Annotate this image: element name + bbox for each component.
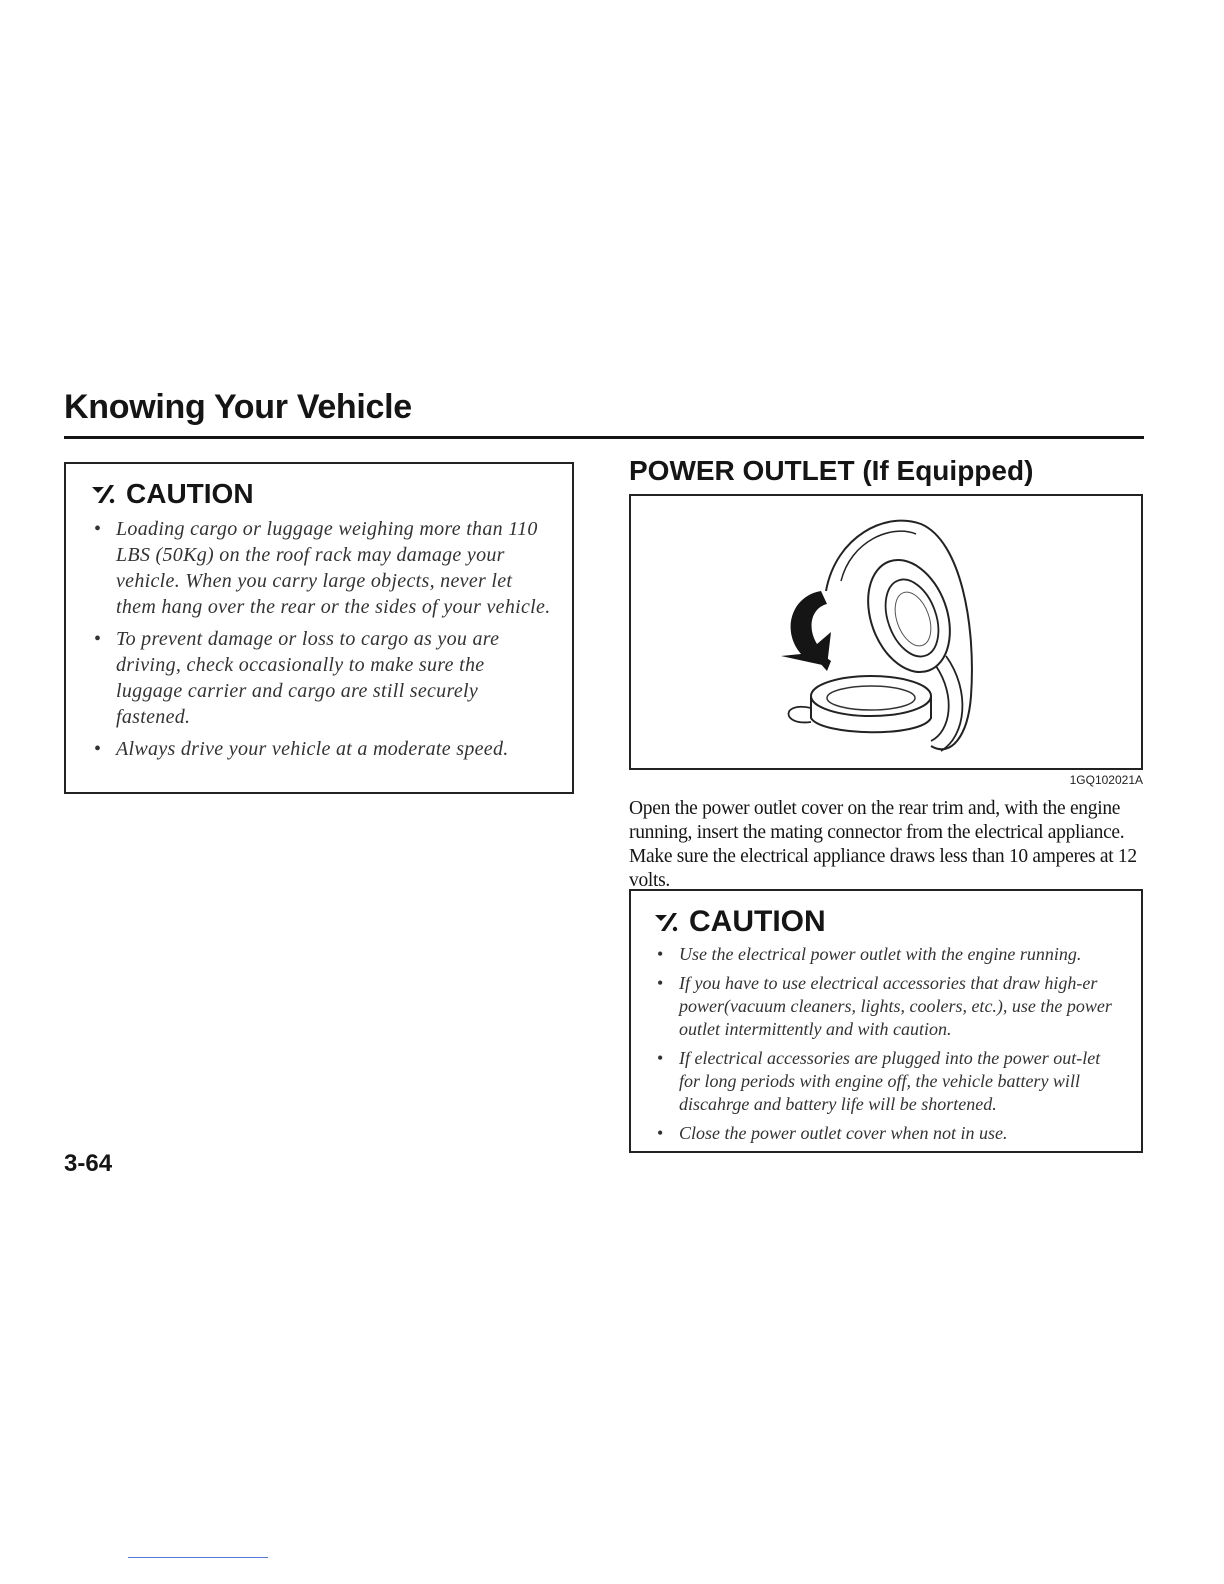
- footer-line: [128, 1557, 268, 1558]
- caution-box-cargo: [64, 462, 574, 794]
- caution-heading: [653, 905, 1125, 939]
- caution-box-power-outlet: [629, 889, 1143, 1153]
- page-number: 3-64: [64, 1150, 113, 1177]
- caution-icon: [653, 911, 683, 933]
- caution-item: • If electrical accessories are plugged into the power out-let for long periods with engine off, the vehicle battery will discahrge and battery life will be shortened.: [653, 1047, 1125, 1116]
- power-outlet-instructions: Open the power outlet cover on the rear trim and, with the engine running, insert the mating connector from the electrical appliance. Make sure the electrical appliance draws less than 10 amperes at 12 volts.: [629, 798, 1137, 891]
- caution-item: • Always drive your vehicle at a moderate speed.: [90, 736, 556, 762]
- power-outlet-illustration: [631, 496, 1141, 768]
- title-divider: [64, 436, 1144, 439]
- caution-label: CAUTION: [689, 905, 826, 938]
- caution-item: • Loading cargo or luggage weighing more than 110 LBS (50Kg) on the roof rack may damage your vehicle. When you carry large objects, never let them hang over the rear or the sides of your vehicle.: [90, 516, 556, 620]
- caution-list: [653, 943, 1125, 1145]
- caution-item: • Close the power outlet cover when not in use.: [653, 1122, 1125, 1145]
- caution-label: CAUTION: [126, 478, 254, 509]
- page-title: Knowing Your Vehicle: [64, 388, 412, 426]
- caution-heading: [90, 478, 556, 510]
- caution-item: • Use the electrical power outlet with the engine running.: [653, 943, 1125, 966]
- caution-list: [90, 516, 556, 762]
- caution-icon: [90, 483, 120, 505]
- figure-code: 1GQ102021A: [1069, 773, 1143, 787]
- power-outlet-figure: [629, 494, 1143, 770]
- caution-item: • If you have to use electrical accessories that draw high-er power(vacuum cleaners, lights, coolers, etc.), use the power outlet intermittently and with caution.: [653, 972, 1125, 1041]
- section-title: POWER OUTLET (If Equipped): [629, 455, 1034, 486]
- caution-item: • To prevent damage or loss to cargo as you are driving, check occasionally to make sure the luggage carrier and cargo are still securely fastened.: [90, 626, 556, 730]
